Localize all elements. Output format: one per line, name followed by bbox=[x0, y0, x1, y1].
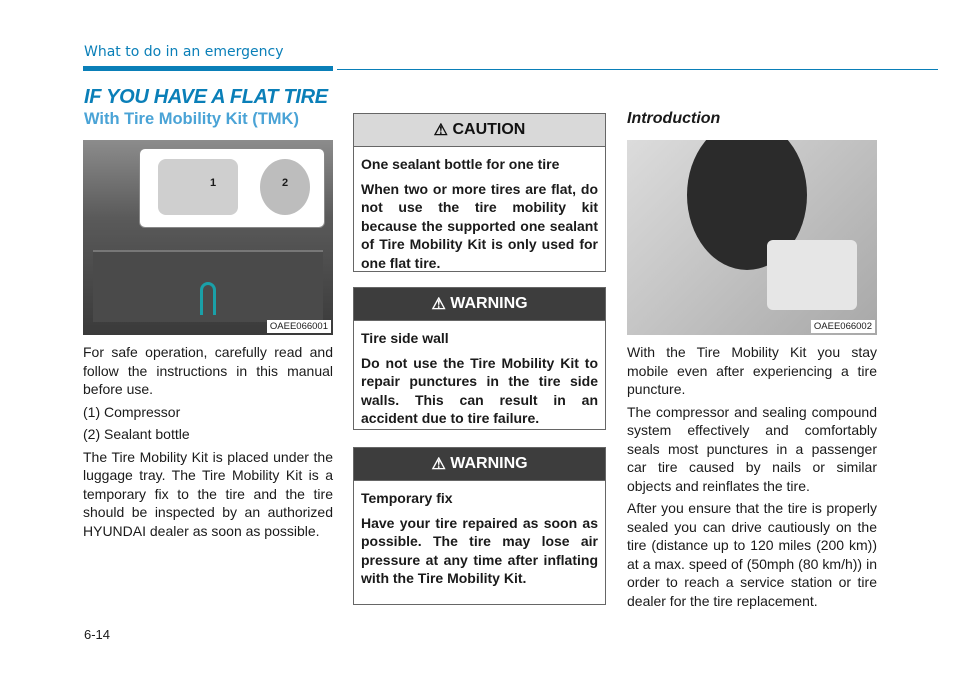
warning-triangle-icon: ⚠ bbox=[431, 296, 451, 313]
box-label: WARNING bbox=[450, 295, 528, 312]
paragraph: With the Tire Mobility Kit you stay mobile even after experiencing a tire puncture. bbox=[627, 344, 877, 397]
image-code: OAEE066001 bbox=[267, 320, 331, 333]
compressor-picture bbox=[158, 159, 238, 215]
paragraph: (2) Sealant bottle bbox=[83, 426, 190, 442]
lift-arrow-icon bbox=[200, 282, 216, 315]
box-text: Do not use the Tire Mobility Kit to repair punctures in the tire side walls. This can result in an accident due to tire failure. bbox=[361, 354, 598, 426]
callout-1: 1 bbox=[210, 177, 217, 189]
trunk-image bbox=[83, 140, 333, 335]
paragraph: The Tire Mobility Kit is placed under the luggage tray. The Tire Mobility Kit is a temporary fix to the tire and the tire should be inspected by an authorized HYUNDAI dealer as soon as possible. bbox=[83, 448, 333, 539]
box-heading: Temporary fix bbox=[361, 490, 453, 506]
paragraph: For safe operation, carefully read and follow the instructions in this manual before use. bbox=[83, 344, 333, 397]
header-rule bbox=[337, 69, 938, 70]
warning-triangle-icon: ⚠ bbox=[433, 122, 453, 139]
callout-2: 2 bbox=[282, 177, 289, 189]
page-number: 6-14 bbox=[84, 627, 111, 642]
section-header: What to do in an emergency bbox=[84, 44, 284, 60]
box-heading: Tire side wall bbox=[361, 330, 449, 346]
introduction-heading: Introduction bbox=[627, 110, 721, 127]
kit-picture bbox=[767, 240, 857, 310]
warning-box bbox=[353, 287, 606, 430]
paragraph: The compressor and sealing compound system effectively and comfortably seals most punctures in a passenger car tire caused by nails or similar objects and reinflates the tire. bbox=[627, 403, 877, 494]
warning-box bbox=[353, 447, 606, 605]
header-bar bbox=[83, 66, 333, 71]
box-heading: One sealant bottle for one tire bbox=[361, 156, 560, 172]
callout-bubble bbox=[139, 148, 325, 228]
image-code: OAEE066002 bbox=[811, 320, 875, 333]
box-label: WARNING bbox=[450, 455, 528, 472]
box-text: When two or more tires are flat, do not use the tire mobility kit because the supported one sealant of Tire Mobility Kit is only used for one flat tire. bbox=[361, 180, 598, 271]
left-body bbox=[83, 343, 333, 544]
warning-triangle-icon: ⚠ bbox=[431, 456, 451, 473]
caution-box bbox=[353, 113, 606, 272]
paragraph: After you ensure that the tire is properly sealed you can drive cautiously on the tire (distance up to 120 miles (200 km)) at a max. speed of (50mph (80 km/h)) in order to reach a service station or tire dealer for the tire replacement. bbox=[627, 500, 877, 609]
box-label: CAUTION bbox=[452, 121, 526, 138]
subtitle: With Tire Mobility Kit (TMK) bbox=[84, 110, 299, 128]
page-title: IF YOU HAVE A FLAT TIRE bbox=[84, 86, 328, 108]
right-body bbox=[627, 343, 877, 614]
paragraph: (1) Compressor bbox=[83, 403, 181, 420]
box-text: Have your tire repaired as soon as possible. The tire may lose air pressure at any time after inflating with the Tire Mobility Kit. bbox=[361, 514, 598, 586]
tire-kit-image bbox=[627, 140, 877, 335]
